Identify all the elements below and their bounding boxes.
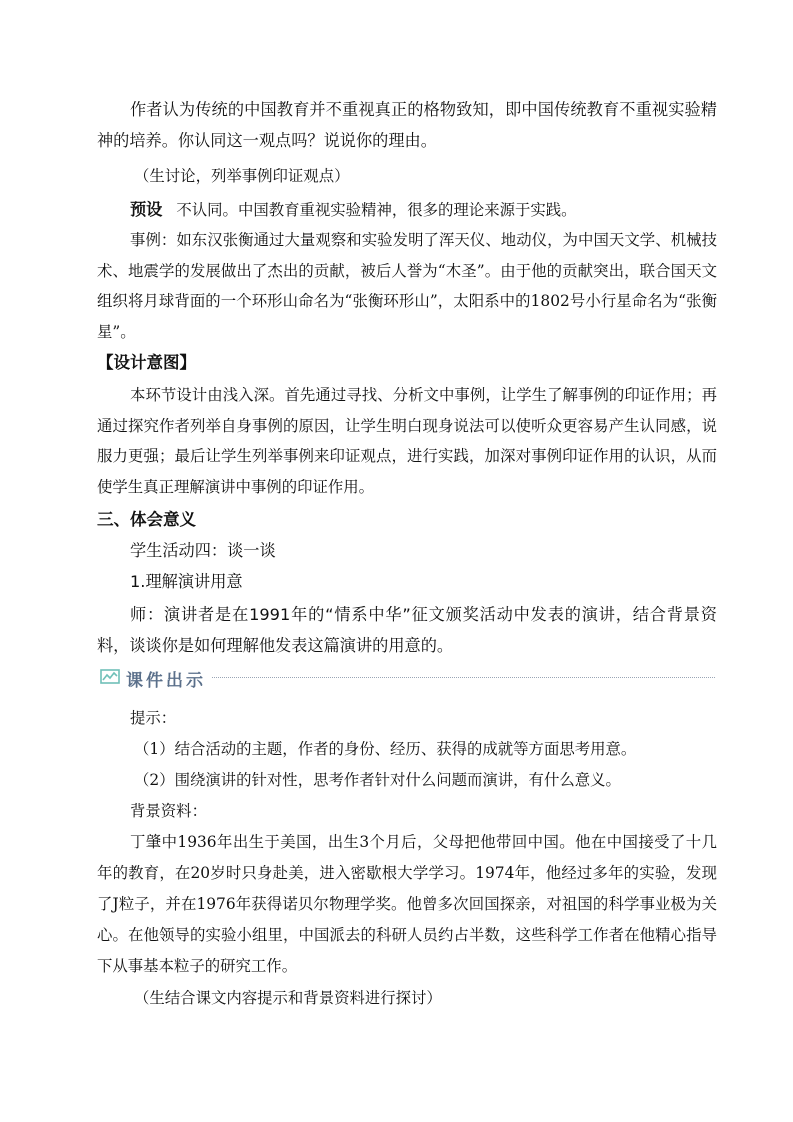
item-heading: 1.理解演讲用意 — [130, 572, 243, 591]
discuss-note: （生讨论，列举事例印证观点） — [134, 167, 350, 185]
preset-label: 预设 — [130, 200, 163, 219]
courseware-banner — [100, 664, 715, 692]
background-paragraph: 丁肇中1936年出生于美国，出生3个月后，父母把他带回中国。他在中国接受了十几年的教育，在20岁时只身赴美，进入密歇根大学学习。1974年，他经过多年的实验，发现了J粒子，并在1976年获得诺贝尔物理学奖。他曾多次回国探亲，对祖国的科学事业极为关心。在他领导的实验小组里，中国派去的科研人员约占半数，这些科学工作者在他精心指导下从事基本粒子的研究工作。 — [97, 833, 717, 975]
background-label: 背景资料： — [130, 802, 207, 820]
hint-label: 提示： — [130, 709, 177, 727]
design-intent-paragraph: 本环节设计由浅入深。首先通过寻找、分析文中事例，让学生了解事例的印证作用；再通过探究作者列举自身事例的原因，让学生明白现身说法可以使听众更容易产生认同感，说服力更强；最后让学生列举事例来印证观点，进行实践，加深对事例印证作用的认识，从而使学生真正理解演讲中事例的印证作用。 — [97, 386, 717, 496]
closing-note: （生结合课文内容提示和背景资料进行探讨） — [134, 989, 442, 1007]
banner-divider — [212, 677, 715, 678]
section-heading: 三、体会意义 — [97, 510, 196, 529]
design-intent-heading: 【设计意图】 — [97, 353, 196, 372]
chart-icon — [100, 669, 120, 685]
banner-title: 课件出示 — [126, 671, 206, 691]
preset-paragraph — [130, 196, 577, 220]
example-paragraph: 事例：如东汉张衡通过大量观察和实验发明了浑天仪、地动仪，为中国天文学、机械技术、地震学的发展做出了杰出的贡献，被后人誉为“木圣”。由于他的贡献突出，联合国天文组织将月球背面的一个环形山命名为“张衡环形山”，太阳系中的1802号小行星命名为“张衡星”。 — [97, 231, 717, 341]
hint-item-2: （2）围绕演讲的针对性，思考作者针对什么问题而演讲，有什么意义。 — [134, 771, 621, 789]
hint-item-1: （1）结合活动的主题，作者的身份、经历、获得的成就等方面思考用意。 — [134, 740, 637, 758]
preset-text: 不认同。中国教育重视实验精神，很多的理论来源于实践。 — [176, 201, 577, 219]
activity-label: 学生活动四：谈一谈 — [130, 541, 276, 560]
question-paragraph: 作者认为传统的中国教育并不重视真正的格物致知，即中国传统教育不重视实验精神的培养。你认同这一观点吗？说说你的理由。 — [97, 100, 717, 150]
teacher-paragraph: 师：演讲者是在1991年的“情系中华”征文颁奖活动中发表的演讲，结合背景资料，谈谈你是如何理解他发表这篇演讲的用意的。 — [97, 605, 717, 655]
